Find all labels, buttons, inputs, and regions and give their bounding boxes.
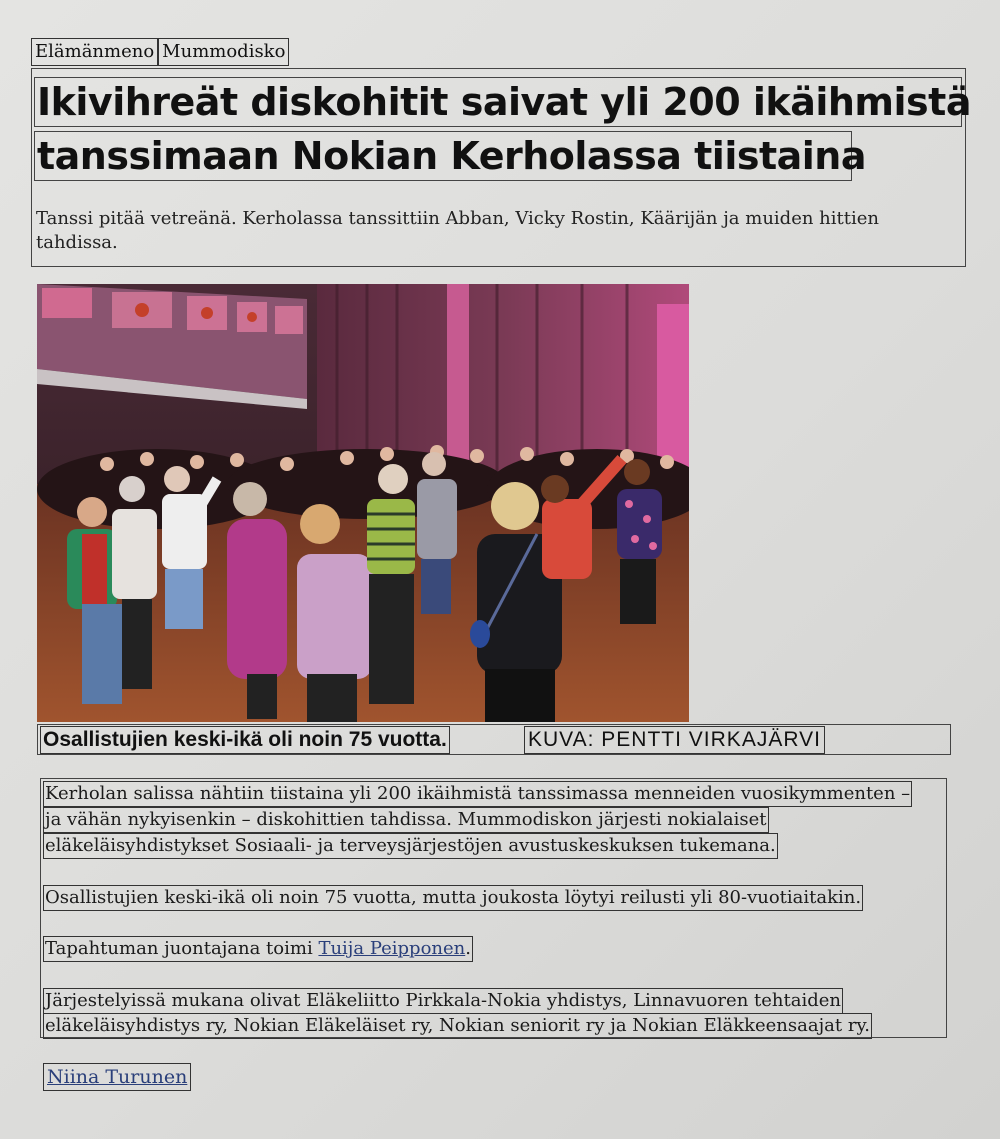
body-line: eläkeläisyhdistykset Sosiaali- ja terveysjärjestöjen avustuskeskuksen tukemana. — [43, 833, 778, 859]
photo-credit: KUVA: PENTTI VIRKAJÄRVI — [524, 726, 825, 754]
body-line: eläkeläisyhdistys ry, Nokian Eläkeläiset ry, Nokian seniorit ry ja Nokian Eläkkeensaajat ry. — [43, 1013, 872, 1039]
article-header — [31, 68, 971, 267]
topic-tag[interactable]: Mummodisko — [158, 38, 289, 66]
dance-hall-photo — [37, 284, 689, 722]
body-line: ja vähän nykyisenkin – diskohittien tahdissa. Mummodiskon järjesti nokialaiset — [43, 807, 769, 833]
author-link[interactable]: Niina Turunen — [43, 1063, 191, 1091]
host-name-link[interactable]: Tuija Peipponen — [318, 938, 466, 959]
host-intro-text: Tapahtuman juontajana toimi — [45, 938, 319, 959]
body-paragraph-2: Osallistujien keski-ikä oli noin 75 vuotta, mutta joukosta löytyi reilusti yli 80-vuotiaitakin. — [43, 885, 863, 911]
body-line: Järjestelyissä mukana olivat Eläkeliitto Pirkkala-Nokia yhdistys, Linnavuoren tehtaiden — [43, 988, 843, 1014]
article-photo — [37, 284, 689, 722]
period-text: . — [465, 938, 471, 959]
body-paragraph-3 — [43, 936, 473, 962]
headline-line-2: tanssimaan Nokian Kerholassa tiistaina — [34, 131, 852, 181]
section-tags — [31, 38, 289, 66]
body-line: Kerholan salissa nähtiin tiistaina yli 200 ikäihmistä tanssimassa menneiden vuosikymmenten – — [43, 781, 912, 807]
photo-caption — [37, 724, 951, 755]
caption-text: Osallistujien keski-ikä oli noin 75 vuotta. — [40, 726, 450, 754]
headline-line-1: Ikivihreät diskohitit saivat yli 200 ikäihmistä — [34, 77, 962, 127]
article-body — [40, 778, 947, 1038]
section-tag[interactable]: Elämänmeno — [31, 38, 158, 66]
lead-paragraph: Tanssi pitää vetreänä. Kerholassa tanssittiin Abban, Vicky Rostin, Käärijän ja muiden hittien tahdissa. — [36, 208, 879, 253]
